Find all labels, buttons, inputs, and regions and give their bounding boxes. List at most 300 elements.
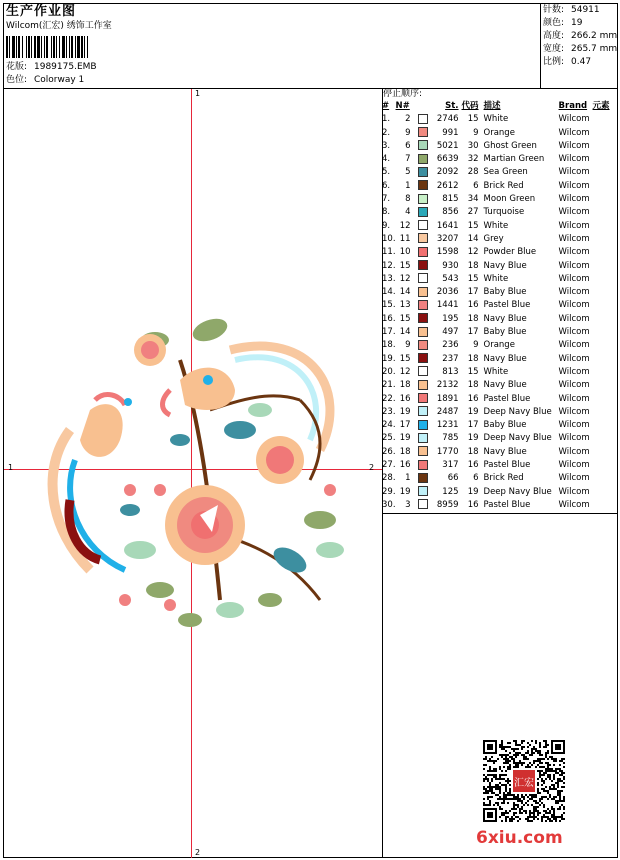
table-row: [382, 246, 610, 259]
row-brand: Wilcom: [558, 300, 590, 311]
row-description: Pastel Blue: [483, 499, 531, 510]
row-swatch: [418, 366, 429, 379]
row-stitches: 236: [442, 340, 459, 351]
row-element: [593, 326, 610, 339]
row-index: 11.: [382, 247, 396, 258]
row-swatch: [418, 286, 429, 299]
row-stitches: 2612: [436, 180, 459, 191]
row-needle: 16: [399, 460, 411, 471]
row-swatch: [418, 459, 429, 472]
watermark: 6xiu.com: [476, 828, 563, 848]
row-code: 30: [467, 140, 479, 151]
row-description: Navy Blue: [483, 313, 527, 324]
row-code: 16: [467, 499, 479, 510]
color-swatch: [418, 127, 428, 137]
row-swatch: [418, 446, 429, 459]
row-stitches: 125: [442, 486, 459, 497]
col-swatch: [418, 100, 429, 113]
row-brand: Wilcom: [558, 460, 590, 471]
row-stitches: 1231: [436, 420, 459, 431]
row-brand: Wilcom: [558, 327, 590, 338]
row-description: Baby Blue: [483, 327, 527, 338]
row-swatch: [418, 339, 429, 352]
color-swatch: [418, 353, 428, 363]
row-element: [593, 260, 610, 273]
row-code: 15: [467, 114, 479, 125]
color-sequence: [382, 89, 618, 512]
row-swatch: [418, 246, 429, 259]
row-element: [593, 406, 610, 419]
row-index: 10.: [382, 233, 396, 244]
row-code: 9: [473, 127, 479, 138]
row-index: 17.: [382, 327, 396, 338]
color-swatch: [418, 446, 428, 456]
row-code: 18: [467, 380, 479, 391]
axis-label-top: 1: [195, 89, 201, 98]
row-index: 16.: [382, 313, 396, 324]
row-brand: Wilcom: [558, 287, 590, 298]
row-code: 6: [473, 180, 479, 191]
row-brand: Wilcom: [558, 406, 590, 417]
row-swatch: [418, 326, 429, 339]
row-needle: 9: [405, 340, 411, 351]
row-swatch: [418, 260, 429, 273]
row-element: [593, 220, 610, 233]
row-code: 34: [467, 194, 479, 205]
row-code: 17: [467, 420, 479, 431]
row-description: Baby Blue: [483, 287, 527, 298]
table-row: [382, 313, 610, 326]
row-stitches: 1441: [436, 300, 459, 311]
row-swatch: [418, 140, 429, 153]
color-swatch: [418, 114, 428, 124]
row-stitches: 815: [442, 194, 459, 205]
row-stitches: 1598: [436, 247, 459, 258]
row-needle: 8: [405, 194, 411, 205]
page-title: 生产作业图: [6, 4, 77, 19]
row-index: 24.: [382, 420, 396, 431]
row-element: [593, 486, 610, 499]
table-row: [382, 393, 610, 406]
row-index: 12.: [382, 260, 396, 271]
row-needle: 18: [399, 380, 411, 391]
row-stitches: 1891: [436, 393, 459, 404]
row-needle: 5: [405, 167, 411, 178]
table-row: [382, 299, 610, 312]
row-code: 15: [467, 366, 479, 377]
row-element: [593, 379, 610, 392]
color-swatch: [418, 313, 428, 323]
row-brand: Wilcom: [558, 313, 590, 324]
table-row: [382, 193, 610, 206]
row-index: 26.: [382, 446, 396, 457]
row-description: Navy Blue: [483, 260, 527, 271]
row-index: 20.: [382, 366, 396, 377]
row-brand: Wilcom: [558, 247, 590, 258]
row-needle: 19: [399, 433, 411, 444]
row-element: [593, 233, 610, 246]
axis-label-left: 1: [8, 463, 14, 472]
table-row: [382, 432, 610, 445]
row-stitches: 317: [442, 460, 459, 471]
qr-code: [483, 740, 565, 822]
col-description: 描述: [483, 101, 501, 111]
row-index: 22.: [382, 393, 396, 404]
colorway-line: [6, 75, 84, 86]
row-needle: 19: [399, 486, 411, 497]
table-row: [382, 153, 610, 166]
row-brand: Wilcom: [558, 393, 590, 404]
row-brand: Wilcom: [558, 486, 590, 497]
row-needle: 15: [399, 353, 411, 364]
row-description: Orange: [483, 127, 515, 138]
color-swatch: [418, 486, 428, 496]
company-name: Wilcom(汇宏) 绣饰工作室: [6, 21, 112, 31]
table-row: [382, 446, 610, 459]
row-brand: Wilcom: [558, 207, 590, 218]
row-needle: 11: [399, 233, 411, 244]
table-row: [382, 233, 610, 246]
row-swatch: [418, 193, 429, 206]
row-stitches: 6639: [436, 154, 459, 165]
row-description: Navy Blue: [483, 446, 527, 457]
row-swatch: [418, 166, 429, 179]
row-code: 6: [473, 473, 479, 484]
row-needle: 4: [405, 207, 411, 218]
table-header: [382, 100, 610, 113]
color-swatch: [418, 260, 428, 270]
color-swatch: [418, 473, 428, 483]
col-index: #: [382, 101, 390, 111]
row-swatch: [418, 353, 429, 366]
table-row: [382, 140, 610, 153]
row-code: 19: [467, 406, 479, 417]
design-value: 1989175.EMB: [34, 62, 97, 72]
barcode: [6, 36, 146, 58]
row-needle: 1: [405, 180, 411, 191]
row-stitches: 856: [442, 207, 459, 218]
row-swatch: [418, 499, 429, 512]
row-needle: 16: [399, 393, 411, 404]
row-needle: 6: [405, 140, 411, 151]
color-swatch: [418, 233, 428, 243]
row-code: 19: [467, 433, 479, 444]
row-description: Brick Red: [483, 180, 524, 191]
table-row: [382, 166, 610, 179]
color-swatch: [418, 340, 428, 350]
embroidery-design: [30, 300, 390, 640]
row-description: Orange: [483, 340, 515, 351]
row-code: 27: [467, 207, 479, 218]
row-stitches: 8959: [436, 499, 459, 510]
row-index: 7.: [382, 194, 391, 205]
row-element: [593, 140, 610, 153]
row-brand: Wilcom: [558, 114, 590, 125]
table-row: [382, 379, 610, 392]
row-swatch: [418, 393, 429, 406]
colorway-label: 色位:: [6, 75, 28, 85]
row-brand: Wilcom: [558, 260, 590, 271]
spec-scale: 比例: 0.47: [543, 57, 592, 67]
table-row: [382, 180, 610, 193]
row-swatch: [418, 313, 429, 326]
row-brand: Wilcom: [558, 140, 590, 151]
table-bottom-divider: [382, 513, 618, 514]
row-needle: 17: [399, 420, 411, 431]
row-stitches: 195: [442, 313, 459, 324]
col-code: 代码: [461, 101, 479, 111]
row-stitches: 2036: [436, 287, 459, 298]
color-swatch: [418, 180, 428, 190]
color-swatch: [418, 380, 428, 390]
row-needle: 14: [399, 327, 411, 338]
col-stitches: St.: [445, 101, 459, 111]
row-stitches: 66: [447, 473, 459, 484]
row-description: Navy Blue: [483, 353, 527, 364]
row-brand: Wilcom: [558, 233, 590, 244]
row-index: 1.: [382, 114, 391, 125]
color-swatch: [418, 154, 428, 164]
color-swatch: [418, 460, 428, 470]
row-index: 4.: [382, 154, 391, 165]
row-index: 30.: [382, 499, 396, 510]
table-row: [382, 472, 610, 485]
row-element: [593, 499, 610, 512]
row-code: 18: [467, 313, 479, 324]
table-row: [382, 273, 610, 286]
row-index: 15.: [382, 300, 396, 311]
row-needle: 18: [399, 446, 411, 457]
row-element: [593, 127, 610, 140]
row-description: Ghost Green: [483, 140, 537, 151]
row-element: [593, 366, 610, 379]
row-needle: 10: [399, 247, 411, 258]
row-brand: Wilcom: [558, 273, 590, 284]
row-description: Deep Navy Blue: [483, 433, 552, 444]
qr-stamp-text: 汇宏: [514, 778, 534, 789]
row-stitches: 813: [442, 366, 459, 377]
row-needle: 1: [405, 473, 411, 484]
row-description: Navy Blue: [483, 380, 527, 391]
row-index: 18.: [382, 340, 396, 351]
col-brand: Brand: [558, 101, 588, 111]
row-description: White: [483, 220, 509, 231]
row-needle: 14: [399, 287, 411, 298]
row-stitches: 785: [442, 433, 459, 444]
colorway-value: Colorway 1: [34, 75, 85, 85]
row-element: [593, 113, 610, 126]
row-needle: 19: [399, 406, 411, 417]
color-swatch: [418, 406, 428, 416]
row-element: [593, 273, 610, 286]
row-element: [593, 206, 610, 219]
color-swatch: [418, 140, 428, 150]
color-swatch: [418, 247, 428, 257]
row-index: 6.: [382, 180, 391, 191]
design-label: 花版:: [6, 62, 28, 72]
row-code: 18: [467, 260, 479, 271]
row-code: 16: [467, 300, 479, 311]
row-brand: Wilcom: [558, 380, 590, 391]
table-row: [382, 326, 610, 339]
row-swatch: [418, 127, 429, 140]
row-stitches: 1641: [436, 220, 459, 231]
row-code: 19: [467, 486, 479, 497]
row-swatch: [418, 486, 429, 499]
row-stitches: 2746: [436, 114, 459, 125]
table-row: [382, 260, 610, 273]
row-swatch: [418, 432, 429, 445]
col-needle: N#: [395, 101, 410, 111]
row-code: 16: [467, 460, 479, 471]
row-code: 12: [467, 247, 479, 258]
color-swatch: [418, 220, 428, 230]
row-description: Grey: [483, 233, 504, 244]
row-stitches: 3207: [436, 233, 459, 244]
axis-label-right: 2: [369, 463, 375, 472]
row-element: [593, 419, 610, 432]
row-swatch: [418, 113, 429, 126]
row-stitches: 5021: [436, 140, 459, 151]
row-needle: 7: [405, 154, 411, 165]
row-brand: Wilcom: [558, 154, 590, 165]
row-index: 25.: [382, 433, 396, 444]
row-code: 16: [467, 393, 479, 404]
row-stitches: 237: [442, 353, 459, 364]
row-stitches: 2092: [436, 167, 459, 178]
row-brand: Wilcom: [558, 420, 590, 431]
row-description: White: [483, 114, 509, 125]
row-index: 5.: [382, 167, 391, 178]
table-row: [382, 353, 610, 366]
color-swatch: [418, 167, 428, 177]
row-swatch: [418, 153, 429, 166]
table-row: [382, 206, 610, 219]
row-needle: 3: [405, 499, 411, 510]
design-line: [6, 62, 97, 73]
table-row: [382, 406, 610, 419]
row-description: Deep Navy Blue: [483, 486, 552, 497]
color-swatch: [418, 420, 428, 430]
color-swatch: [418, 327, 428, 337]
row-element: [593, 193, 610, 206]
row-index: 19.: [382, 353, 396, 364]
row-brand: Wilcom: [558, 340, 590, 351]
color-swatch: [418, 366, 428, 376]
color-swatch: [418, 273, 428, 283]
row-description: Martian Green: [483, 154, 545, 165]
row-swatch: [418, 472, 429, 485]
row-brand: Wilcom: [558, 194, 590, 205]
row-description: White: [483, 366, 509, 377]
row-element: [593, 246, 610, 259]
row-index: 27.: [382, 460, 396, 471]
row-index: 21.: [382, 380, 396, 391]
row-index: 2.: [382, 127, 391, 138]
row-brand: Wilcom: [558, 446, 590, 457]
row-needle: 13: [399, 300, 411, 311]
row-brand: Wilcom: [558, 366, 590, 377]
col-element: 元素: [592, 101, 610, 111]
row-element: [593, 446, 610, 459]
row-swatch: [418, 419, 429, 432]
spec-height: 高度: 266.2 mm: [543, 31, 618, 41]
row-brand: Wilcom: [558, 433, 590, 444]
row-description: Pastel Blue: [483, 460, 531, 471]
row-element: [593, 180, 610, 193]
row-needle: 12: [399, 366, 411, 377]
row-element: [593, 153, 610, 166]
table-row: [382, 499, 610, 512]
row-index: 28.: [382, 473, 396, 484]
header: [6, 4, 536, 85]
row-code: 15: [467, 220, 479, 231]
row-brand: Wilcom: [558, 353, 590, 364]
table-row: [382, 220, 610, 233]
table-row: [382, 486, 610, 499]
table-row: [382, 459, 610, 472]
row-element: [593, 459, 610, 472]
row-code: 17: [467, 287, 479, 298]
row-code: 28: [467, 167, 479, 178]
row-element: [593, 339, 610, 352]
color-table: [382, 100, 610, 512]
color-swatch: [418, 499, 428, 509]
row-stitches: 2487: [436, 406, 459, 417]
row-brand: Wilcom: [558, 167, 590, 178]
row-swatch: [418, 379, 429, 392]
spec-stitches: 针数: 54911: [543, 5, 600, 15]
row-index: 8.: [382, 207, 391, 218]
axis-label-bottom: 2: [195, 848, 201, 857]
row-element: [593, 286, 610, 299]
row-code: 9: [473, 340, 479, 351]
color-swatch: [418, 393, 428, 403]
row-swatch: [418, 220, 429, 233]
row-index: 9.: [382, 220, 391, 231]
row-index: 3.: [382, 140, 391, 151]
row-description: Pastel Blue: [483, 393, 531, 404]
table-row: [382, 286, 610, 299]
row-description: Turquoise: [483, 207, 525, 218]
row-description: White: [483, 273, 509, 284]
row-description: Deep Navy Blue: [483, 406, 552, 417]
row-index: 29.: [382, 486, 396, 497]
row-code: 18: [467, 353, 479, 364]
row-description: Powder Blue: [483, 247, 537, 258]
row-element: [593, 393, 610, 406]
row-element: [593, 166, 610, 179]
row-code: 14: [467, 233, 479, 244]
row-brand: Wilcom: [558, 127, 590, 138]
table-row: [382, 419, 610, 432]
row-brand: Wilcom: [558, 473, 590, 484]
row-needle: 15: [399, 313, 411, 324]
row-swatch: [418, 233, 429, 246]
row-stitches: 930: [442, 260, 459, 271]
row-code: 18: [467, 446, 479, 457]
row-stitches: 991: [442, 127, 459, 138]
color-swatch: [418, 194, 428, 204]
spec-width: 宽度: 265.7 mm: [543, 44, 618, 54]
row-index: 14.: [382, 287, 396, 298]
row-description: Sea Green: [483, 167, 528, 178]
row-swatch: [418, 406, 429, 419]
row-brand: Wilcom: [558, 180, 590, 191]
row-element: [593, 472, 610, 485]
row-swatch: [418, 206, 429, 219]
color-swatch: [418, 207, 428, 217]
